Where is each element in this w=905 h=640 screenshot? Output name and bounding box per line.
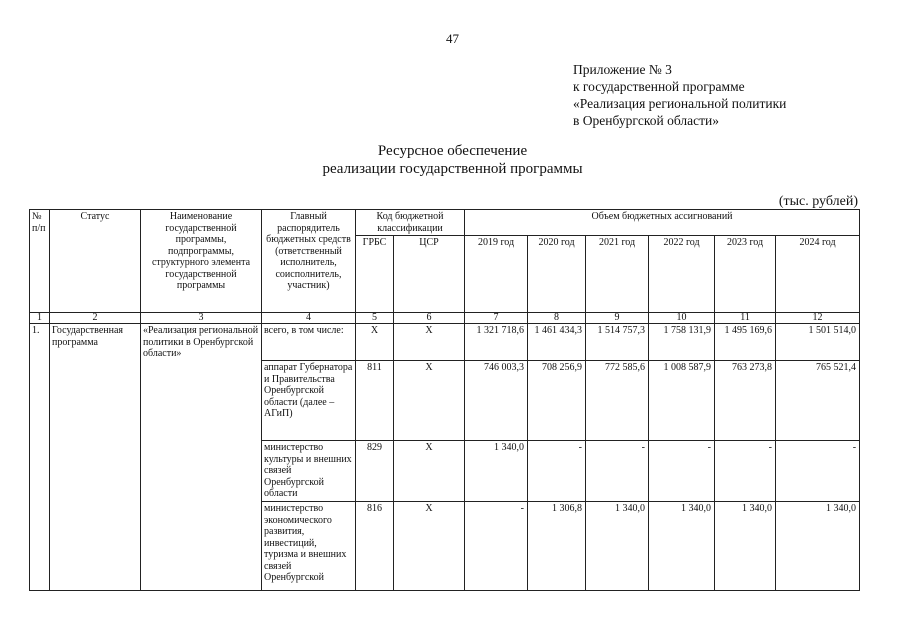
value-cell: 1 321 718,6 <box>465 324 528 361</box>
csr-cell: X <box>394 324 465 361</box>
header-csr: ЦСР <box>394 236 465 313</box>
column-number: 8 <box>528 313 586 324</box>
appendix-line: Приложение № 3 <box>573 62 672 77</box>
appendix-line: к государственной программе <box>573 79 745 94</box>
column-number: 4 <box>262 313 356 324</box>
csr-cell: X <box>394 361 465 441</box>
value-cell: 1 340,0 <box>715 502 776 591</box>
value-cell: 1 340,0 <box>465 441 528 502</box>
column-number: 2 <box>50 313 141 324</box>
grbs-cell: X <box>356 324 394 361</box>
column-number: 6 <box>394 313 465 324</box>
header-year: 2023 год <box>715 236 776 313</box>
csr-cell: X <box>394 502 465 591</box>
document-title <box>0 142 905 178</box>
appendix-line: в Оренбургской области» <box>573 113 719 128</box>
header-row <box>30 210 860 236</box>
value-cell: 1 501 514,0 <box>776 324 860 361</box>
value-cell: 1 758 131,9 <box>649 324 715 361</box>
column-number: 3 <box>141 313 262 324</box>
value-cell: - <box>586 441 649 502</box>
value-cell: 772 585,6 <box>586 361 649 441</box>
value-cell: 708 256,9 <box>528 361 586 441</box>
title-line: Ресурсное обеспечение <box>377 143 528 159</box>
program-name: «Реализация региональной политики в Оренбургской области» <box>141 324 262 591</box>
header-num: № п/п <box>30 210 50 313</box>
header-year: 2020 год <box>528 236 586 313</box>
value-cell: 1 495 169,6 <box>715 324 776 361</box>
grbs-cell: 811 <box>356 361 394 441</box>
column-number: 7 <box>465 313 528 324</box>
column-number: 1 <box>30 313 50 324</box>
executor-cell: министерство культуры и внешних связей Оренбургской области <box>262 441 356 502</box>
csr-cell: X <box>394 441 465 502</box>
column-number-row <box>30 313 860 324</box>
header-name: Наименование государственной программы, подпрограммы, структурного элемента государственной программы <box>141 210 262 313</box>
column-number: 12 <box>776 313 860 324</box>
column-number: 9 <box>586 313 649 324</box>
value-cell: 1 461 434,3 <box>528 324 586 361</box>
header-budget-code: Код бюджетной классификации <box>356 210 465 236</box>
value-cell: - <box>528 441 586 502</box>
value-cell: - <box>465 502 528 591</box>
value-cell: - <box>649 441 715 502</box>
grbs-cell: 816 <box>356 502 394 591</box>
header-year: 2022 год <box>649 236 715 313</box>
value-cell: - <box>715 441 776 502</box>
executor-cell: аппарат Губернатора и Правительства Оренбургской области (далее – АГиП) <box>262 361 356 441</box>
executor-cell: министерство экономического развития, инвестиций, туризма и внешних связей Оренбургской <box>262 502 356 591</box>
grbs-cell: 829 <box>356 441 394 502</box>
header-year: 2024 год <box>776 236 860 313</box>
header-grbs: ГРБС <box>356 236 394 313</box>
value-cell: 1 306,8 <box>528 502 586 591</box>
value-cell: 765 521,4 <box>776 361 860 441</box>
appendix-note <box>573 61 786 129</box>
value-cell: 746 003,3 <box>465 361 528 441</box>
page-number: 47 <box>446 31 459 46</box>
program-status: Государственная программа <box>50 324 141 591</box>
column-number: 11 <box>715 313 776 324</box>
header-year: 2019 год <box>465 236 528 313</box>
column-number: 5 <box>356 313 394 324</box>
value-cell: - <box>776 441 860 502</box>
table-row <box>30 324 860 361</box>
units-label: (тыс. рублей) <box>778 194 858 209</box>
value-cell: 1 340,0 <box>649 502 715 591</box>
budget-table <box>29 209 860 591</box>
program-num: 1. <box>30 324 50 591</box>
value-cell: 1 514 757,3 <box>586 324 649 361</box>
column-number: 10 <box>649 313 715 324</box>
header-year: 2021 год <box>586 236 649 313</box>
appendix-line: «Реализация региональной политики <box>573 96 787 111</box>
value-cell: 1 340,0 <box>776 502 860 591</box>
title-line: реализации государственной программы <box>322 161 583 177</box>
executor-cell: всего, в том числе: <box>262 324 356 361</box>
header-executor: Главный распорядитель бюджетных средств (ответственный исполнитель, соисполнитель, участник) <box>262 210 356 313</box>
header-status: Статус <box>50 210 141 313</box>
header-volume: Объем бюджетных ассигнований <box>465 210 860 236</box>
value-cell: 763 273,8 <box>715 361 776 441</box>
value-cell: 1 340,0 <box>586 502 649 591</box>
value-cell: 1 008 587,9 <box>649 361 715 441</box>
